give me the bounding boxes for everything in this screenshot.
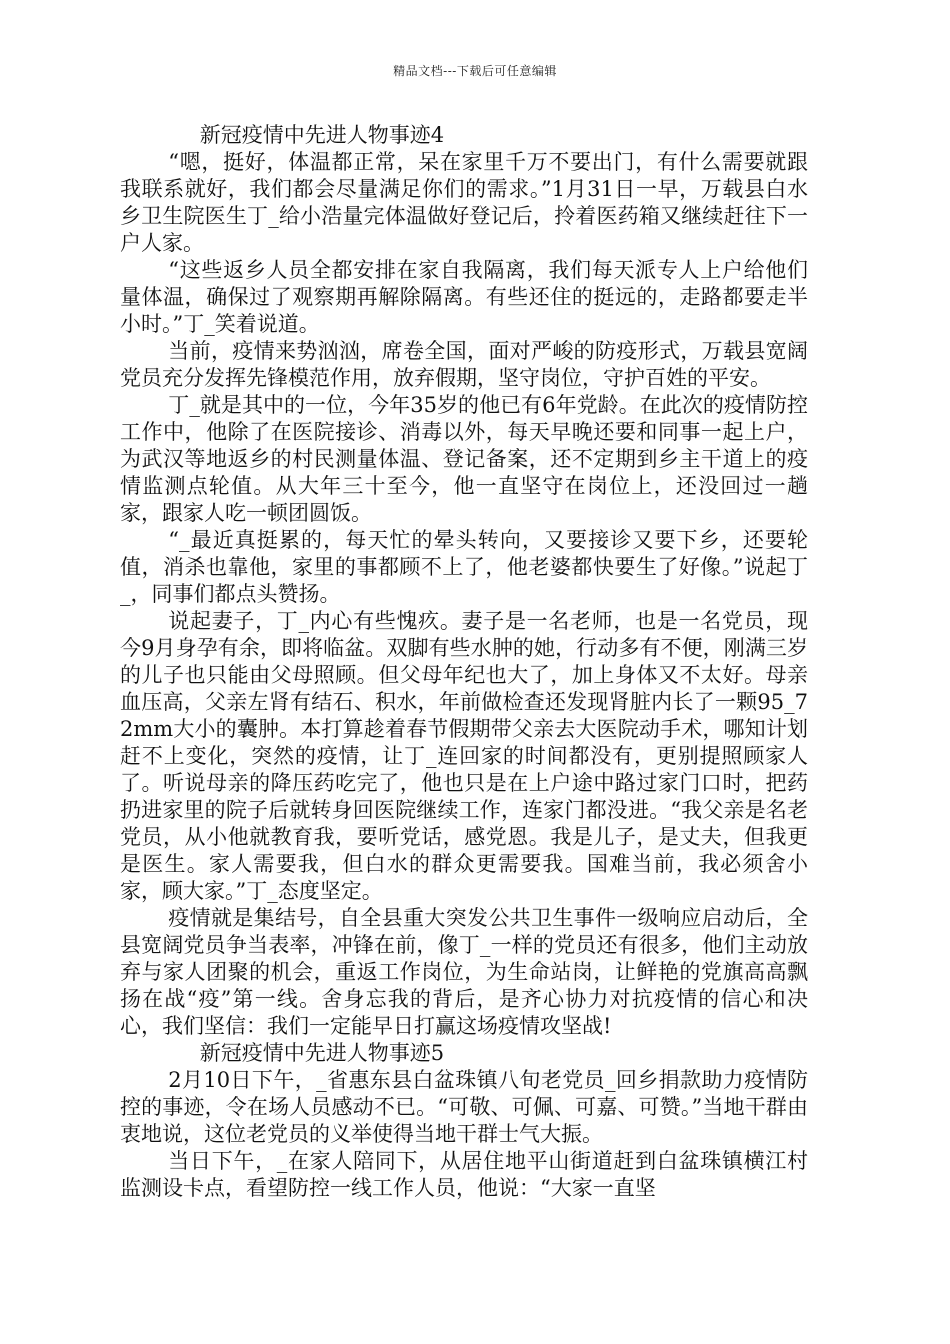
page-header: 精品文档---下载后可任意编辑 (393, 64, 557, 78)
document-body (120, 122, 808, 1202)
paragraph: 丁_就是其中的一位，今年35岁的他已有6年党龄。在此次的疫情防控工作中，他除了在医院接诊、消毒以外，每天早晚还要和同事一起上户，为武汉等地返乡的村民测量体温、登记备案，还不定期到乡主干道上的疫情监测点轮值。从大年三十至今，他一直坚守在岗位上，还没回过一趟家，跟家人吃一顿团圆饭。 (120, 393, 808, 525)
paragraph: 当日下午，_在家人陪同下，从居住地平山街道赶到白盆珠镇横江村监测设卡点，看望防控一线工作人员，他说：“大家一直坚 (120, 1149, 808, 1200)
paragraph: “_最近真挺累的，每天忙的晕头转向，又要接诊又要下乡，还要轮值，消杀也靠他，家里的事都顾不上了，他老婆都快要生了好像。”说起丁_，同事们都点头赞扬。 (120, 528, 808, 606)
paragraph: “嗯，挺好，体温都正常，呆在家里千万不要出门，有什么需要就跟我联系就好，我们都会尽量满足你们的需求。”1月31日一早，万载县白水乡卫生院医生丁_给小浩量完体温做好登记后，拎着医药箱又继续赶往下一户人家。 (120, 150, 808, 255)
paragraph: 2月10日下午，_省惠东县白盆珠镇八旬老党员_回乡捐款助力疫情防控的事迹，令在场人员感动不已。“可敬、可佩、可嘉、可赞。”当地干群由衷地说，这位老党员的义举使得当地干群士气大振。 (120, 1068, 808, 1146)
paragraph: “这些返乡人员全都安排在家自我隔离，我们每天派专人上户给他们量体温，确保过了观察期再解除隔离。有些还住的挺远的，走路都要走半小时。”丁_笑着说道。 (120, 258, 808, 336)
paragraph: 当前，疫情来势汹汹，席卷全国，面对严峻的防疫形式，万载县宽阔党员充分发挥先锋模范作用，放弃假期，坚守岗位，守护百姓的平安。 (120, 339, 808, 390)
section-title: 新冠疫情中先进人物事迹4 (199, 123, 445, 147)
paragraph: 说起妻子，丁_内心有些愧疚。妻子是一名老师，也是一名党员，现今9月身孕有余，即将临盆。双脚有些水肿的她，行动多有不便，刚满三岁的儿子也只能由父母照顾。但父母年纪也大了，加上身体又不太好。母亲血压高，父亲左肾有结石、积水，年前做检查还发现肾脏内长了一颗95_72mm大小的囊肿。本打算趁着春节假期带父亲去大医院动手术，哪知计划赶不上变化，突然的疫情，让丁_连回家的时间都没有，更别提照顾家人了。听说母亲的降压药吃完了，他也只是在上户途中路过家门口时，把药扔进家里的院子后就转身回医院继续工作，连家门都没进。“我父亲是名老党员，从小他就教育我，要听党话，感党恩。我是儿子，是丈夫，但我更是医生。家人需要我，但白水的群众更需要我。国难当前，我必须舍小家，顾大家。”丁_态度坚定。 (120, 609, 808, 903)
paragraph: 疫情就是集结号，自全县重大突发公共卫生事件一级响应启动后，全县宽阔党员争当表率，冲锋在前，像丁_一样的党员还有很多，他们主动放弃与家人团聚的机会，重返工作岗位，为生命站岗，让鲜艳的党旗高高飘扬在战“疫”第一线。舍身忘我的背后，是齐心协力对抗疫情的信心和决心，我们坚信：我们一定能早日打赢这场疫情攻坚战! (120, 906, 808, 1038)
section-title: 新冠疫情中先进人物事迹5 (199, 1041, 445, 1065)
